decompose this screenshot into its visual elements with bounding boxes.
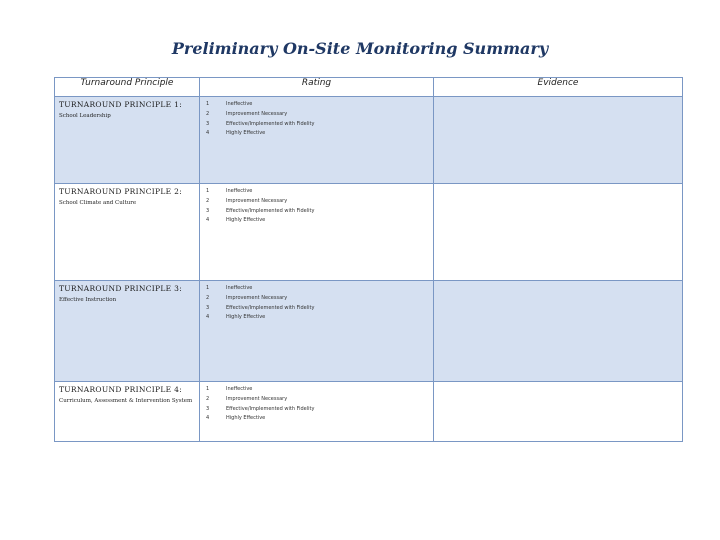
evidence-cell[interactable] (434, 97, 683, 184)
rating-option[interactable] (206, 405, 433, 415)
table-row (55, 382, 683, 442)
principle-heading: TURNAROUND PRINCIPLE 4: (59, 385, 183, 394)
rating-number: 4 (206, 314, 210, 321)
rating-number: 3 (206, 405, 210, 412)
rating-label: Highly Effective (226, 415, 266, 422)
rating-number: 3 (206, 120, 210, 127)
principle-heading: TURNAROUND PRINCIPLE 3: (59, 284, 183, 293)
rating-number: 3 (206, 304, 210, 311)
rating-label: Improvement Necessary (226, 110, 288, 117)
table-row (55, 97, 683, 184)
rating-option[interactable] (206, 207, 433, 217)
rating-number: 4 (206, 415, 210, 422)
rating-option[interactable] (206, 294, 433, 304)
rating-option[interactable] (206, 100, 433, 110)
rating-cell (200, 97, 434, 184)
rating-cell (200, 382, 434, 442)
evidence-cell[interactable] (434, 184, 683, 281)
rating-label: Effective/Implemented with Fidelity (226, 405, 315, 412)
rating-option[interactable] (206, 129, 433, 139)
rating-number: 2 (206, 395, 210, 402)
rating-label: Effective/Implemented with Fidelity (226, 207, 315, 214)
table-row (55, 281, 683, 382)
header-turnaround-principle: Turnaround Principle (55, 78, 200, 97)
evidence-cell[interactable] (434, 281, 683, 382)
principle-heading: TURNAROUND PRINCIPLE 1: (59, 100, 183, 109)
rating-option[interactable] (206, 284, 433, 294)
rating-number: 1 (206, 285, 210, 291)
rating-number: 2 (206, 294, 210, 301)
rating-options (200, 382, 433, 424)
rating-number: 1 (206, 101, 210, 107)
rating-label: Effective/Implemented with Fidelity (226, 304, 315, 311)
table-header-row (55, 78, 683, 97)
rating-cell (200, 184, 434, 281)
rating-option[interactable] (206, 414, 433, 424)
rating-label: Improvement Necessary (226, 197, 288, 204)
rating-number: 4 (206, 217, 210, 224)
rating-option[interactable] (206, 395, 433, 405)
rating-option[interactable] (206, 187, 433, 197)
rating-option[interactable] (206, 110, 433, 120)
principle-name: Effective Instruction (59, 297, 117, 303)
principle-name: Curriculum, Assessment & Intervention System (59, 398, 193, 404)
rating-label: Highly Effective (226, 130, 266, 137)
rating-option[interactable] (206, 216, 433, 226)
header-rating: Rating (200, 78, 434, 97)
rating-option[interactable] (206, 120, 433, 130)
rating-cell (200, 281, 434, 382)
rating-option[interactable] (206, 313, 433, 323)
principle-heading: TURNAROUND PRINCIPLE 2: (59, 187, 183, 196)
rating-option[interactable] (206, 385, 433, 395)
principle-cell (55, 184, 200, 281)
principle-cell (55, 281, 200, 382)
rating-number: 2 (206, 197, 210, 204)
rating-options (200, 97, 433, 139)
table-row (55, 184, 683, 281)
rating-option[interactable] (206, 197, 433, 207)
rating-option[interactable] (206, 304, 433, 314)
principle-cell (55, 382, 200, 442)
rating-number: 2 (206, 110, 210, 117)
rating-label: Improvement Necessary (226, 294, 288, 301)
rating-number: 4 (206, 130, 210, 137)
rating-number: 1 (206, 188, 210, 194)
monitoring-summary-table (54, 77, 683, 442)
rating-options (200, 281, 433, 323)
rating-number: 3 (206, 207, 210, 214)
rating-label: Highly Effective (226, 314, 266, 321)
principle-name: School Climate and Culture (59, 200, 137, 206)
rating-label: Ineffective (226, 101, 253, 107)
page-title: Preliminary On-Site Monitoring Summary (171, 39, 549, 58)
rating-label: Ineffective (226, 285, 253, 291)
principle-cell (55, 97, 200, 184)
rating-options (200, 184, 433, 226)
rating-label: Ineffective (226, 188, 253, 194)
rating-number: 1 (206, 386, 210, 392)
rating-label: Highly Effective (226, 217, 266, 224)
rating-label: Effective/Implemented with Fidelity (226, 120, 315, 127)
header-evidence: Evidence (434, 78, 683, 97)
rating-label: Ineffective (226, 386, 253, 392)
principle-name: School Leadership (59, 113, 111, 119)
rating-label: Improvement Necessary (226, 395, 288, 402)
evidence-cell[interactable] (434, 382, 683, 442)
